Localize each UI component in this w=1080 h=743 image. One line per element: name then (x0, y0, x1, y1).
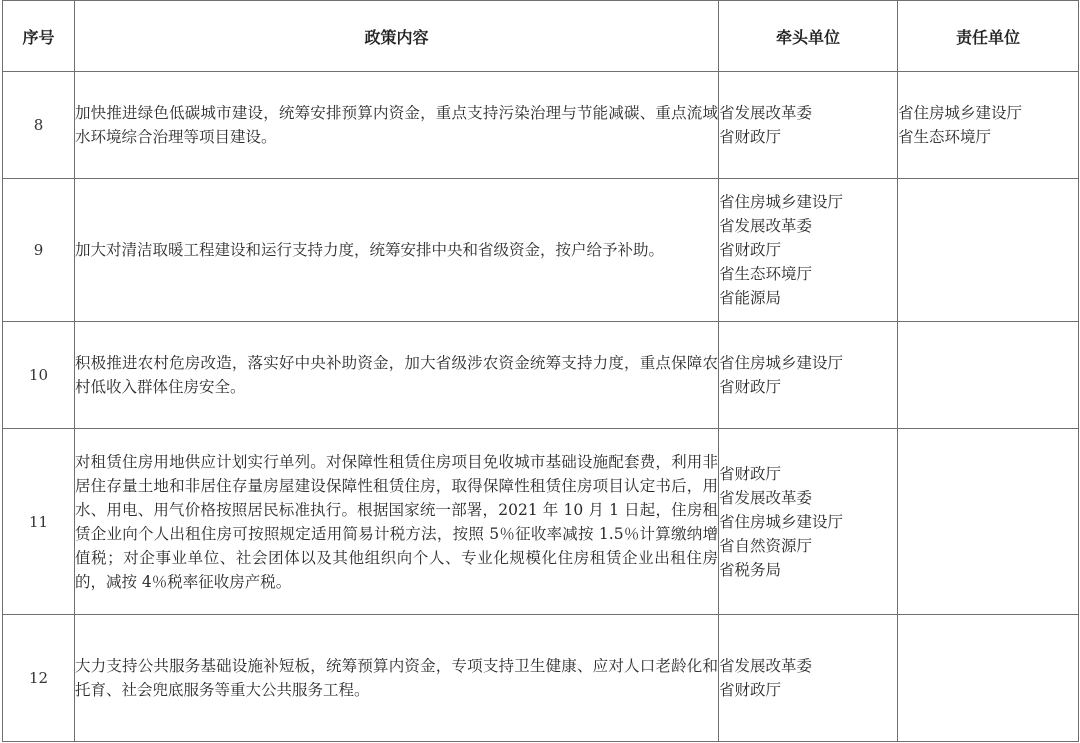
row-responsible-units (898, 322, 1079, 429)
lead-unit: 省税务局 (719, 560, 782, 579)
row-responsible-units (898, 615, 1079, 742)
table-row (3, 429, 1079, 615)
lead-unit: 省财政厅 (719, 681, 782, 699)
table-row (3, 322, 1079, 429)
row-content: 大力支持公共服务基础设施补短板，统筹预算内资金，专项支持卫生健康、应对人口老龄化和托育、社会兜底服务等重大公共服务工程。 (75, 615, 719, 742)
row-lead-units (719, 179, 898, 322)
lead-unit: 省生态环境厅 (719, 265, 813, 283)
row-seq: 8 (3, 72, 75, 179)
row-content: 对租赁住房用地供应计划实行单列。对保障性租赁住房项目免收城市基础设施配套费，利用非居住存量土地和非居住存量房屋建设保障性租赁住房，取得保障性租赁住房项目认定书后，用水、用电、用气价格按照居民标准执行。根据国家统一部署，2021 年 10 月 1 日起，住房租赁企业向个人出租住房可按照规定适用简易计税方法，按照 5％征收率减按 1.5％计算缴纳增值税；对企事业单位、社会团体以及其他组织向个人、专业化规模化住房租赁企业出租住房的，减按 4％税率征收房产税。 (75, 429, 719, 615)
lead-unit: 省财政厅 (719, 128, 782, 146)
lead-unit: 省发展改革委 (719, 657, 813, 675)
row-lead-units (719, 429, 898, 615)
row-lead-units (719, 72, 898, 179)
row-content: 积极推进农村危房改造，落实好中央补助资金，加大省级涉农资金统筹支持力度，重点保障农村低收入群体住房安全。 (75, 322, 719, 429)
table-row (3, 615, 1079, 742)
lead-unit: 省住房城乡建设厅 (719, 193, 844, 211)
lead-unit: 省财政厅 (719, 241, 782, 259)
row-responsible-units (898, 179, 1079, 322)
lead-unit: 省能源局 (719, 289, 782, 307)
lead-unit: 省财政厅 (719, 378, 782, 396)
header-lead-unit: 牵头单位 (719, 1, 898, 72)
row-lead-units (719, 615, 898, 742)
lead-unit: 省发展改革委 (719, 488, 813, 507)
lead-unit: 省住房城乡建设厅 (719, 512, 844, 531)
header-content: 政策内容 (75, 1, 719, 72)
row-responsible-units (898, 72, 1079, 179)
table-row (3, 179, 1079, 322)
header-seq: 序号 (3, 1, 75, 72)
lead-unit: 省发展改革委 (719, 104, 813, 122)
responsible-unit: 省住房城乡建设厅 (898, 104, 1023, 122)
policy-table (2, 0, 1079, 742)
lead-unit: 省自然资源厅 (719, 536, 813, 555)
lead-unit: 省发展改革委 (719, 217, 813, 235)
lead-unit: 省财政厅 (719, 464, 782, 483)
responsible-unit: 省生态环境厅 (898, 128, 992, 146)
row-content: 加快推进绿色低碳城市建设，统筹安排预算内资金，重点支持污染治理与节能减碳、重点流域水环境综合治理等项目建设。 (75, 72, 719, 179)
row-seq: 10 (3, 322, 75, 429)
lead-unit: 省住房城乡建设厅 (719, 354, 844, 372)
row-seq: 9 (3, 179, 75, 322)
header-row (3, 1, 1079, 72)
row-responsible-units (898, 429, 1079, 615)
row-lead-units (719, 322, 898, 429)
row-seq: 11 (3, 429, 75, 615)
header-responsible-unit: 责任单位 (898, 1, 1079, 72)
table-row (3, 72, 1079, 179)
row-seq: 12 (3, 615, 75, 742)
row-content: 加大对清洁取暖工程建设和运行支持力度，统筹安排中央和省级资金，按户给予补助。 (75, 179, 719, 322)
